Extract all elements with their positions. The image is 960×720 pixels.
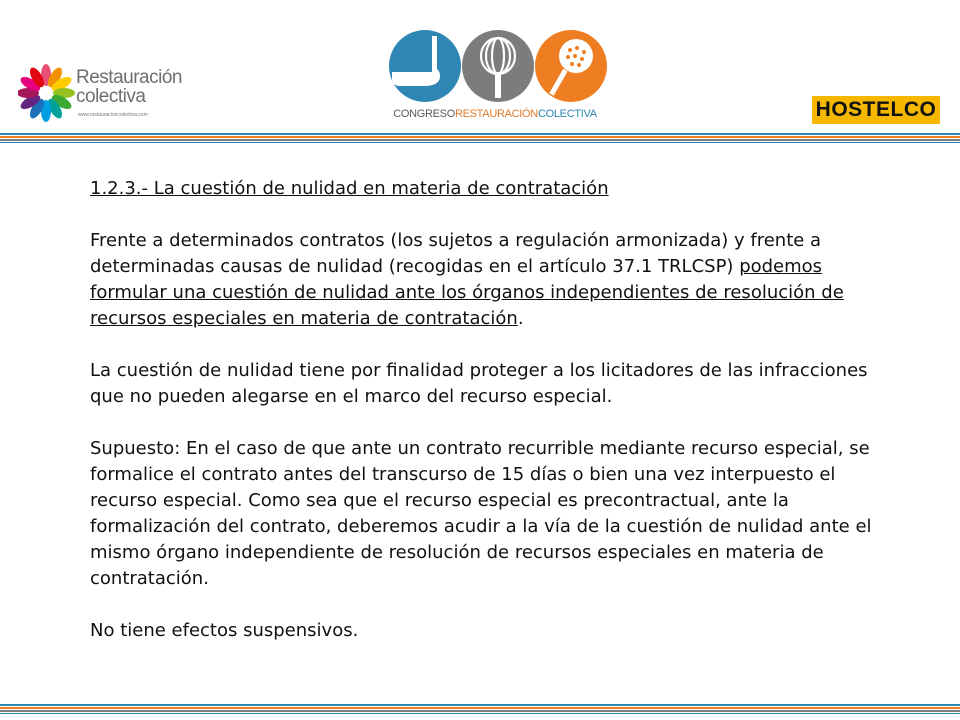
bottom-stripes (0, 704, 960, 716)
congreso-text (380, 108, 610, 120)
hostelco-text: HOSTELCO (815, 98, 937, 121)
restauracion-colectiva-logo (18, 60, 182, 130)
congreso-logo (380, 28, 610, 128)
paragraph-1-end: . (517, 308, 524, 329)
paragraph-1-start: Frente a determinados contratos (los sujetos a regulación armonizada) y frente a determinadas causas de nulidad (recogidas en el artículo 37.1 TRLCSP) (90, 230, 822, 277)
congreso-text-part2: RESTAURACIÓN (454, 108, 538, 120)
top-stripes (0, 133, 960, 145)
hostelco-logo (812, 96, 940, 124)
paragraph-4: No tiene efectos suspensivos. (90, 620, 359, 641)
brand-name (76, 68, 182, 106)
skimmer-icon (535, 30, 607, 102)
paragraph-1 (90, 228, 900, 332)
ladle-icon (389, 30, 461, 102)
brand-line-1: Restauración (76, 67, 182, 88)
header (0, 0, 960, 140)
congreso-text-part3: COLECTIVA (537, 108, 597, 120)
section-title: 1.2.3.- La cuestión de nulidad en materia de contratación (90, 178, 609, 199)
brand-line-2: colectiva (76, 86, 146, 107)
slide-content (90, 176, 900, 670)
congreso-text-part1: CONGRESO (393, 108, 455, 120)
whisk-icon (462, 30, 534, 102)
paragraph-3: Supuesto: En el caso de que ante un contrato recurrible mediante recurso especial, se formalice el contrato antes del transcurso de 15 días o bien una vez interpuesto el recurso especial. Como sea que el recurso especial es precontractual, ante la formalización del contrato, deberemos acudir a la vía de la cuestión de nulidad ante el mismo órgano independiente de resolución de recursos especiales en materia de contratación. (90, 438, 872, 589)
brand-url: www.restauracioncolectiva.com (78, 112, 148, 118)
paragraph-1-underlined: podemos formular una cuestión de nulidad ante los órganos independientes de resolución de recursos especiales en materia de contratación (90, 256, 844, 329)
congreso-circles (380, 28, 610, 106)
paragraph-2: La cuestión de nulidad tiene por finalidad proteger a los licitadores de las infracciones que no pueden alegarse en el marco del recurso especial. (90, 360, 868, 407)
flower-icon (18, 60, 78, 126)
